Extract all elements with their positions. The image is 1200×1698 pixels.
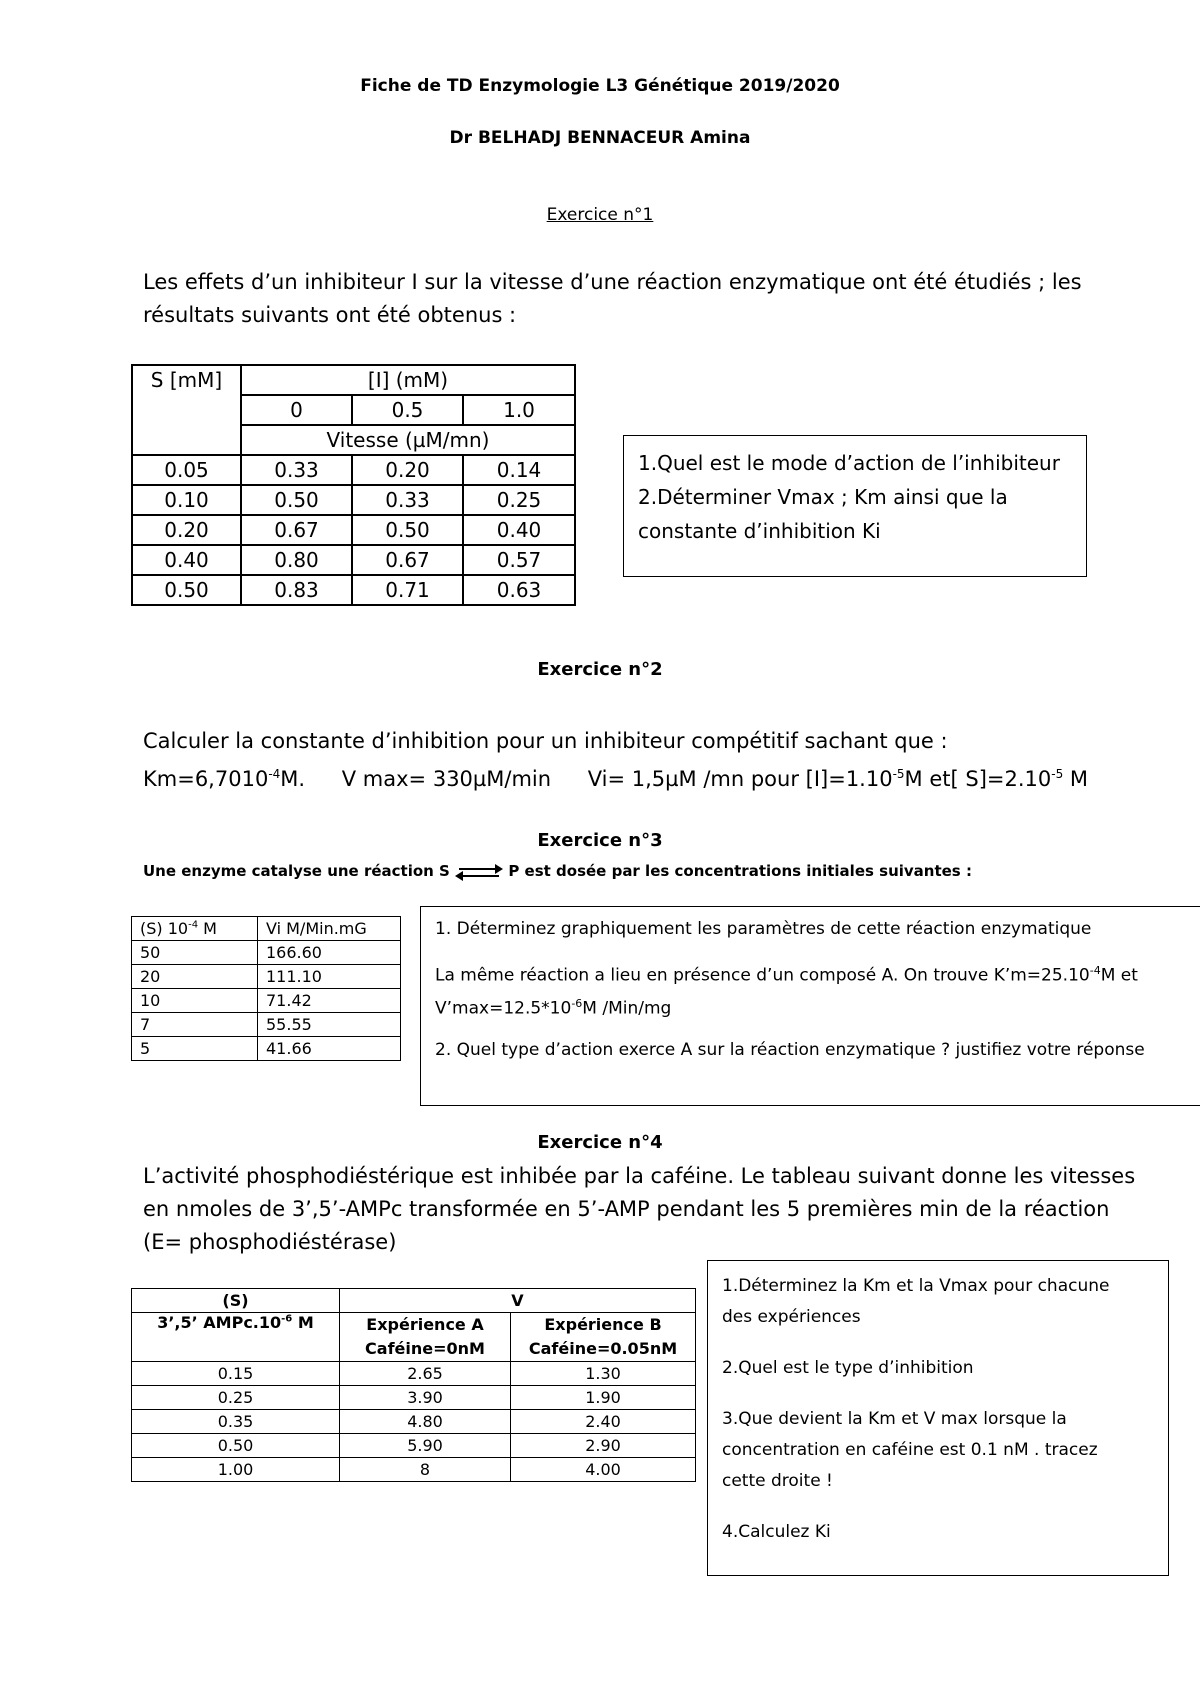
ex4-question: concentration en caféine est 0.1 nM . tracez <box>722 1440 1098 1460</box>
table-row <box>132 1013 401 1037</box>
table-row <box>132 575 575 605</box>
ex1-col-s-header: S [mM] <box>132 365 241 455</box>
ex2-vi-exp: -5 <box>892 767 905 781</box>
table-cell: 1.30 <box>511 1362 696 1386</box>
ex2-s-exp: -5 <box>1051 767 1064 781</box>
table-cell: 2.90 <box>511 1434 696 1458</box>
ex4-question: 3.Que devient la Km et V max lorsque la <box>722 1409 1067 1429</box>
table-cell: 0.25 <box>132 1386 340 1410</box>
ex1-intro-line2: résultats suivants ont été obtenus : <box>143 303 517 327</box>
ex2-s-unit: M <box>1063 767 1089 791</box>
table-cell: 2.65 <box>340 1362 511 1386</box>
reversible-arrow-icon <box>455 863 503 881</box>
table-cell: 71.42 <box>258 989 401 1013</box>
table-cell: 0.67 <box>241 515 352 545</box>
ex1-i-value: 1.0 <box>463 395 575 425</box>
table-cell: 0.50 <box>352 515 463 545</box>
table-row <box>132 1458 696 1482</box>
table-cell: 0.33 <box>241 455 352 485</box>
ex2-km-unit: M. <box>280 767 306 791</box>
table-cell: 3.90 <box>340 1386 511 1410</box>
ex4-question: 1.Déterminez la Km et la Vmax pour chacune <box>722 1276 1110 1296</box>
table-cell: 0.10 <box>132 485 241 515</box>
table-row <box>132 1037 401 1061</box>
table-row <box>132 1362 696 1386</box>
author-name: Dr BELHADJ BENNACEUR Amina <box>449 128 751 148</box>
ex4-exp-b-caffeine: Caféine=0.05nM <box>528 1339 678 1358</box>
ex3-question-1: 1. Déterminez graphiquement les paramètres de cette réaction enzymatique <box>435 919 1092 939</box>
table-cell: 0.33 <box>352 485 463 515</box>
ex3-q2-text: La même réaction a lieu en présence d’un composé A. On trouve K’m=25.10 <box>435 965 1090 986</box>
table-cell: 0.71 <box>352 575 463 605</box>
table-cell: 0.50 <box>241 485 352 515</box>
ex4-question: des expériences <box>722 1307 861 1327</box>
table-cell: 2.40 <box>511 1410 696 1434</box>
table-cell: 0.40 <box>463 515 575 545</box>
ex3-title: Exercice n°3 <box>537 830 663 851</box>
ex3-table <box>131 916 401 1061</box>
table-cell: 0.50 <box>132 575 241 605</box>
table-cell: 0.20 <box>132 515 241 545</box>
table-cell: 0.67 <box>352 545 463 575</box>
table-cell: 10 <box>132 989 258 1013</box>
table-cell: 1.00 <box>132 1458 340 1482</box>
table-row <box>132 485 575 515</box>
ex1-question: 1.Quel est le mode d’action de l’inhibiteur <box>638 451 1060 475</box>
table-cell: 7 <box>132 1013 258 1037</box>
table-cell: 1.90 <box>511 1386 696 1410</box>
table-cell: 0.05 <box>132 455 241 485</box>
table-row <box>132 1434 696 1458</box>
ex4-line2: en nmoles de 3’,5’-AMPc transformée en 5’-AMP pendant les 5 premières min de la réaction <box>143 1197 1110 1221</box>
ex2-line2 <box>143 758 1143 796</box>
table-cell: 0.20 <box>352 455 463 485</box>
ex1-table <box>131 364 576 606</box>
table-cell: 55.55 <box>258 1013 401 1037</box>
table-cell: 8 <box>340 1458 511 1482</box>
table-cell: 5.90 <box>340 1434 511 1458</box>
ex4-sub-s-text: 3’,5’ AMPc.10 <box>157 1313 282 1332</box>
document-title: Fiche de TD Enzymologie L3 Génétique 2019/2020 <box>360 76 840 96</box>
table-cell: 4.00 <box>511 1458 696 1482</box>
ex4-table <box>131 1288 696 1482</box>
ex4-title: Exercice n°4 <box>537 1132 663 1153</box>
ex3-q2-exp: -4 <box>1089 964 1101 977</box>
ex1-title: Exercice n°1 <box>546 205 654 225</box>
table-cell: 0.50 <box>132 1434 340 1458</box>
ex1-question: 2.Déterminer Vmax ; Km ainsi que la <box>638 485 1008 509</box>
ex4-exp-a-header <box>340 1313 511 1362</box>
ex4-exp-b-label: Expérience B <box>544 1315 662 1334</box>
ex4-question: cette droite ! <box>722 1471 833 1491</box>
ex4-exp-a-caffeine: Caféine=0nM <box>365 1339 485 1358</box>
ex1-questions-box <box>623 435 1087 577</box>
table-cell: 5 <box>132 1037 258 1061</box>
table-cell: 0.15 <box>132 1362 340 1386</box>
ex4-sub-s-unit: M <box>292 1313 314 1332</box>
ex3-question-2b <box>435 990 1200 1023</box>
table-cell: 111.10 <box>258 965 401 989</box>
ex3-intro-a: Une enzyme catalyse une réaction S <box>143 862 450 880</box>
ex2-line1: Calculer la constante d’inhibition pour un inhibiteur compétitif sachant que : <box>143 729 948 753</box>
table-cell: 0.35 <box>132 1410 340 1434</box>
ex4-exp-b-header <box>511 1313 696 1362</box>
ex3-col1-exp: -4 <box>188 919 199 931</box>
table-cell: 0.57 <box>463 545 575 575</box>
table-cell: 0.80 <box>241 545 352 575</box>
table-row <box>132 965 401 989</box>
ex4-line1: L’activité phosphodiéstérique est inhibée par la caféine. Le tableau suivant donne les vitesses <box>143 1164 1136 1188</box>
table-cell: 0.14 <box>463 455 575 485</box>
ex3-intro-b: P est dosée par les concentrations initiales suivantes : <box>508 862 972 880</box>
table-cell: 0.25 <box>463 485 575 515</box>
ex4-col-v-header: V <box>340 1289 696 1313</box>
ex3-intro <box>143 862 972 881</box>
ex2-s: M et[ S]=2.10 <box>904 767 1052 791</box>
ex2-vmax: V max= 330µM/min <box>341 767 552 791</box>
ex3-question-2 <box>435 957 1200 990</box>
ex3-col1-text: (S) 10 <box>140 919 189 938</box>
ex3-q2-vmax-exp: -6 <box>571 996 583 1010</box>
table-row <box>132 545 575 575</box>
ex3-q2-vmax: V’max=12.5*10 <box>435 998 572 1019</box>
ex1-intro-line1: Les effets d’un inhibiteur I sur la vitesse d’une réaction enzymatique ont été étudiés ; les <box>143 270 1082 294</box>
ex1-i-value: 0 <box>241 395 352 425</box>
ex4-question: 2.Quel est le type d’inhibition <box>722 1358 974 1378</box>
ex1-i-value: 0.5 <box>352 395 463 425</box>
table-cell: 0.83 <box>241 575 352 605</box>
ex2-vi: Vi= 1,5µM /mn pour [I]=1.10 <box>587 767 893 791</box>
table-cell: 41.66 <box>258 1037 401 1061</box>
ex4-sub-s-header <box>132 1313 340 1362</box>
ex1-question: constante d’inhibition Ki <box>638 519 881 543</box>
ex2-title: Exercice n°2 <box>537 659 663 680</box>
ex3-q2-unit: M et <box>1100 965 1138 986</box>
ex4-line3: (E= phosphodiéstérase) <box>143 1230 397 1254</box>
table-row <box>132 455 575 485</box>
ex2-km: Km=6,7010 <box>143 767 269 791</box>
ex3-col1-unit: M <box>198 919 217 938</box>
ex3-q2-vmax-unit: M /Min/mg <box>582 998 672 1019</box>
ex4-questions-box <box>707 1260 1169 1576</box>
table-row <box>132 941 401 965</box>
ex4-exp-a-label: Expérience A <box>366 1315 484 1334</box>
table-cell: 50 <box>132 941 258 965</box>
ex4-col-s-header: (S) <box>132 1289 340 1313</box>
ex3-col1-header <box>132 917 258 941</box>
table-cell: 20 <box>132 965 258 989</box>
ex4-question: 4.Calculez Ki <box>722 1522 831 1542</box>
table-row <box>132 989 401 1013</box>
table-cell: 0.40 <box>132 545 241 575</box>
ex1-speed-label: Vitesse (µM/mn) <box>241 425 575 455</box>
table-row <box>132 515 575 545</box>
ex4-sub-s-exp: -6 <box>281 1313 293 1325</box>
ex1-col-i-header: [I] (mM) <box>241 365 575 395</box>
table-row <box>132 1410 696 1434</box>
ex3-col2-header: Vi M/Min.mG <box>258 917 401 941</box>
ex3-question-3: 2. Quel type d’action exerce A sur la réaction enzymatique ? justifiez votre réponse <box>435 1040 1145 1061</box>
table-cell: 0.63 <box>463 575 575 605</box>
ex3-questions-box <box>420 906 1200 1106</box>
table-cell: 4.80 <box>340 1410 511 1434</box>
ex2-km-exp: -4 <box>268 767 281 781</box>
table-cell: 166.60 <box>258 941 401 965</box>
table-row <box>132 1386 696 1410</box>
